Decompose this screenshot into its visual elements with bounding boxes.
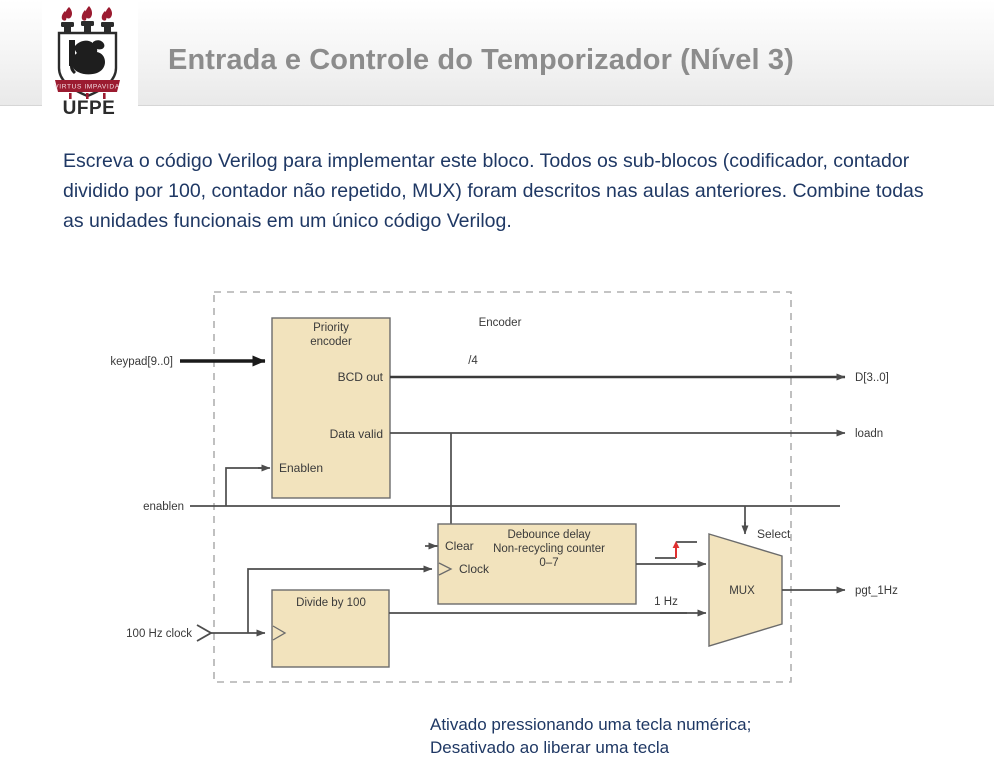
debounce-title-line1: Debounce delay xyxy=(507,529,590,541)
diagram-annotation xyxy=(430,713,850,759)
debounce-title-line3: 0–7 xyxy=(539,557,558,569)
pin-clear: Clear xyxy=(445,539,474,553)
one-hz-label: 1 Hz xyxy=(654,596,678,608)
input-label-clock: 100 Hz clock xyxy=(126,628,192,640)
mux-title: MUX xyxy=(729,585,755,597)
priority-encoder-title-line1: Priority xyxy=(313,322,349,334)
output-label-loadn: loadn xyxy=(855,428,883,440)
annotation-line-2: Desativado ao liberar uma tecla xyxy=(430,736,850,759)
annotation-line-1: Ativado pressionando uma tecla numérica; xyxy=(430,713,850,736)
divide-by-100-title: Divide by 100 xyxy=(296,597,366,609)
pin-enablen: Enablen xyxy=(279,461,323,475)
rising-edge-marker-icon xyxy=(655,541,697,558)
output-label-pgt1hz: pgt_1Hz xyxy=(855,585,898,597)
logo-wordmark: UFPE xyxy=(63,98,116,119)
input-label-keypad: keypad[9..0] xyxy=(110,356,173,368)
pin-clock: Clock xyxy=(459,562,490,576)
page-title: Entrada e Controle do Temporizador (Nível 3) xyxy=(168,44,968,77)
pin-data-valid: Data valid xyxy=(330,427,383,441)
ufpe-logo xyxy=(45,2,135,116)
input-label-enablen: enablen xyxy=(143,501,184,513)
clock-input-marker-icon xyxy=(197,625,211,641)
pin-bcd-out: BCD out xyxy=(338,370,384,384)
priority-encoder-title-line2: encoder xyxy=(310,336,352,348)
logo-motto: VIRTUS IMPAVIDA xyxy=(54,84,119,91)
block-diagram xyxy=(0,276,994,709)
debounce-title-line2: Non-recycling counter xyxy=(493,543,605,555)
body-paragraph: Escreva o código Verilog para implementar este bloco. Todos os sub-blocos (codificador, contador dividido por 100, contador não repetido, MUX) foram descritos nas aulas anteriores. Combine todas as unidades funcionais em um único código Verilog. xyxy=(63,146,941,236)
output-label-d: D[3..0] xyxy=(855,372,889,384)
wire-enablen-to-encoder xyxy=(226,468,263,506)
bus-width-label: /4 xyxy=(468,355,478,367)
pin-select: Select xyxy=(757,527,791,541)
header-divider xyxy=(0,105,994,106)
encoder-boundary-label: Encoder xyxy=(479,317,522,329)
wire-enablen-to-select xyxy=(745,506,840,528)
